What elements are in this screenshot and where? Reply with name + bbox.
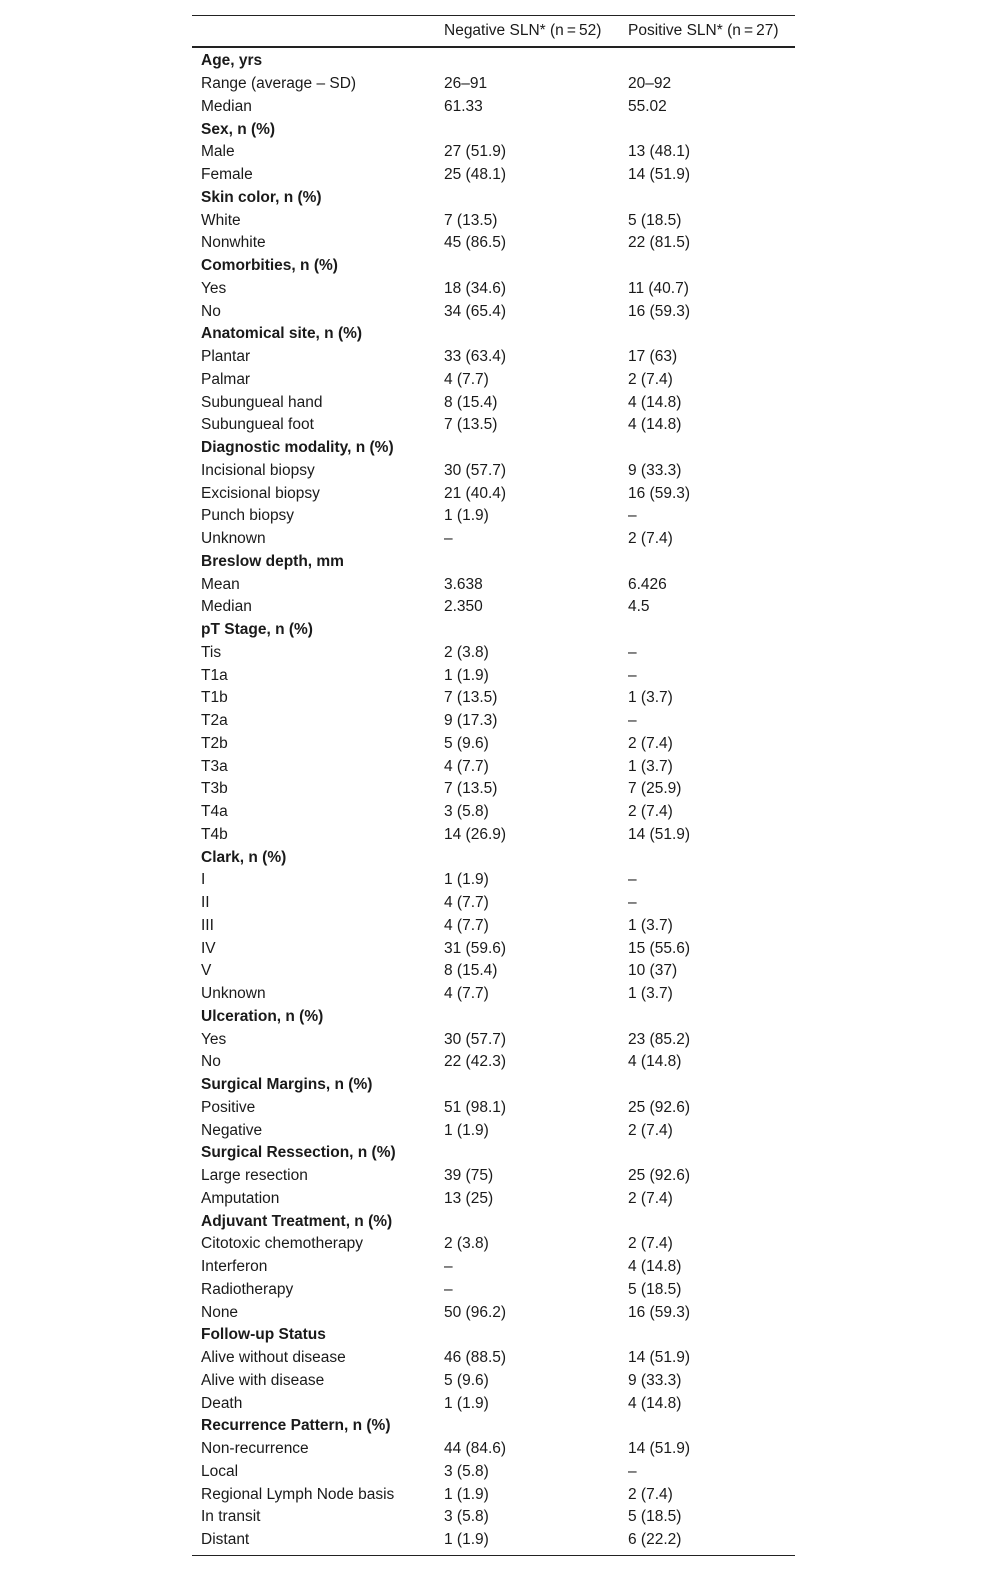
positive-sln-value: 25 (92.6) <box>628 1167 691 1185</box>
table-row <box>192 1188 795 1211</box>
positive-sln-value: – <box>628 894 637 912</box>
row-label: T4a <box>201 803 228 821</box>
section-header-row <box>192 437 795 460</box>
negative-sln-value: – <box>444 530 453 548</box>
negative-sln-value: 25 (48.1) <box>444 166 507 184</box>
positive-sln-value: – <box>628 712 637 730</box>
table-row <box>192 1506 795 1529</box>
table-row <box>192 915 795 938</box>
row-label: T4b <box>201 825 228 843</box>
section-title: Recurrence Pattern, n (%) <box>201 1417 391 1435</box>
table-row <box>192 300 795 323</box>
negative-sln-value: 4 (7.7) <box>444 757 489 775</box>
negative-sln-value: – <box>444 1280 453 1298</box>
row-label: Subungueal foot <box>201 416 314 434</box>
table-row <box>192 1347 795 1370</box>
positive-sln-value: 6 (22.2) <box>628 1531 682 1549</box>
row-label: Palmar <box>201 370 251 388</box>
negative-sln-value: 50 (96.2) <box>444 1303 507 1321</box>
row-label: No <box>201 1053 221 1071</box>
section-header-row <box>192 551 795 574</box>
negative-sln-value: 3.638 <box>444 575 483 593</box>
positive-sln-value: 5 (18.5) <box>628 1508 682 1526</box>
negative-sln-value: 46 (88.5) <box>444 1349 507 1367</box>
positive-sln-value: – <box>628 507 637 525</box>
negative-sln-value: 1 (1.9) <box>444 1531 489 1549</box>
table-row <box>192 1256 795 1279</box>
positive-sln-value: 16 (59.3) <box>628 1303 691 1321</box>
row-label: Punch biopsy <box>201 507 295 525</box>
row-label: Excisional biopsy <box>201 484 320 502</box>
positive-sln-value: – <box>628 643 637 661</box>
negative-sln-value: 27 (51.9) <box>444 143 507 161</box>
table-row <box>192 596 795 619</box>
section-header-row <box>192 187 795 210</box>
row-label: Male <box>201 143 235 161</box>
positive-sln-value: 1 (3.7) <box>628 689 673 707</box>
table-bottom-rule <box>192 1555 795 1556</box>
positive-sln-value: 14 (51.9) <box>628 825 691 843</box>
row-label: Citotoxic chemotherapy <box>201 1235 363 1253</box>
positive-sln-value: 2 (7.4) <box>628 370 673 388</box>
row-label: T1b <box>201 689 228 707</box>
positive-sln-value: 14 (51.9) <box>628 1349 691 1367</box>
section-title: Skin color, n (%) <box>201 188 322 206</box>
positive-sln-value: 4 (14.8) <box>628 393 682 411</box>
row-label: V <box>201 962 212 980</box>
row-label: Yes <box>201 1030 227 1048</box>
negative-sln-value: 7 (13.5) <box>444 689 498 707</box>
row-label: Subungueal hand <box>201 393 323 411</box>
table-row <box>192 755 795 778</box>
table-row <box>192 1279 795 1302</box>
table-row <box>192 573 795 596</box>
table-row <box>192 983 795 1006</box>
table-row <box>192 73 795 96</box>
row-label: T2a <box>201 712 228 730</box>
positive-sln-value: 2 (7.4) <box>628 734 673 752</box>
negative-sln-value: 1 (1.9) <box>444 1394 489 1412</box>
table-row <box>192 1392 795 1415</box>
row-label: Female <box>201 166 253 184</box>
positive-sln-value: 10 (37) <box>628 962 678 980</box>
row-label: T3b <box>201 780 228 798</box>
positive-sln-value: 1 (3.7) <box>628 985 673 1003</box>
table-body <box>192 48 795 1552</box>
positive-sln-value: – <box>628 1462 637 1480</box>
negative-sln-value: 5 (9.6) <box>444 1371 489 1389</box>
negative-sln-value: 4 (7.7) <box>444 985 489 1003</box>
row-label: I <box>201 871 206 889</box>
section-header-row <box>192 846 795 869</box>
negative-sln-value: 1 (1.9) <box>444 871 489 889</box>
row-label: Nonwhite <box>201 234 266 252</box>
negative-sln-value: 7 (13.5) <box>444 211 498 229</box>
positive-sln-value: 9 (33.3) <box>628 1371 682 1389</box>
negative-sln-value: 33 (63.4) <box>444 348 507 366</box>
table-row <box>192 1097 795 1120</box>
section-title: Diagnostic modality, n (%) <box>201 439 394 457</box>
row-label: Alive without disease <box>201 1349 346 1367</box>
row-label: Unknown <box>201 985 266 1003</box>
table-header <box>192 16 795 46</box>
negative-sln-value: 4 (7.7) <box>444 894 489 912</box>
negative-sln-value: 3 (5.8) <box>444 1462 489 1480</box>
negative-sln-value: 14 (26.9) <box>444 825 507 843</box>
section-header-row <box>192 50 795 73</box>
positive-sln-value: 5 (18.5) <box>628 211 682 229</box>
row-label: No <box>201 302 221 320</box>
table-row <box>192 1051 795 1074</box>
row-label: III <box>201 916 214 934</box>
negative-sln-value: 1 (1.9) <box>444 666 489 684</box>
row-label: Death <box>201 1394 243 1412</box>
negative-sln-value: 1 (1.9) <box>444 1121 489 1139</box>
table-row <box>192 687 795 710</box>
positive-sln-value: 4 (14.8) <box>628 416 682 434</box>
row-label: Distant <box>201 1531 250 1549</box>
section-header-row <box>192 1074 795 1097</box>
positive-sln-value: 13 (48.1) <box>628 143 691 161</box>
table-row <box>192 1028 795 1051</box>
positive-sln-value: 4 (14.8) <box>628 1053 682 1071</box>
table-row <box>192 346 795 369</box>
table-row <box>192 482 795 505</box>
section-title: Ulceration, n (%) <box>201 1007 324 1025</box>
table-row <box>192 937 795 960</box>
negative-sln-value: – <box>444 1258 453 1276</box>
row-label: Median <box>201 598 252 616</box>
table-row <box>192 164 795 187</box>
section-header-row <box>192 1006 795 1029</box>
positive-sln-value: 16 (59.3) <box>628 302 691 320</box>
section-title: Surgical Margins, n (%) <box>201 1076 373 1094</box>
row-label: II <box>201 894 210 912</box>
positive-sln-value: – <box>628 666 637 684</box>
negative-sln-value: 3 (5.8) <box>444 803 489 821</box>
positive-sln-value: 9 (33.3) <box>628 461 682 479</box>
positive-sln-value: 11 (40.7) <box>628 279 689 297</box>
negative-sln-value: 51 (98.1) <box>444 1098 507 1116</box>
table-row <box>192 1483 795 1506</box>
positive-sln-value: 2 (7.4) <box>628 1235 673 1253</box>
row-label: In transit <box>201 1508 261 1526</box>
row-label: Tis <box>201 643 222 661</box>
table-row <box>192 710 795 733</box>
row-label: White <box>201 211 241 229</box>
row-label: Radiotherapy <box>201 1280 294 1298</box>
table-row <box>192 141 795 164</box>
positive-sln-value: 4.5 <box>628 598 650 616</box>
row-label: T3a <box>201 757 228 775</box>
row-label: Incisional biopsy <box>201 461 315 479</box>
table-row <box>192 460 795 483</box>
row-label: Negative <box>201 1121 263 1139</box>
section-title: Surgical Ressection, n (%) <box>201 1144 396 1162</box>
negative-sln-value: 9 (17.3) <box>444 712 498 730</box>
row-label: Interferon <box>201 1258 268 1276</box>
positive-sln-value: 6.426 <box>628 575 667 593</box>
positive-sln-value: 15 (55.6) <box>628 939 691 957</box>
negative-sln-value: 30 (57.7) <box>444 1030 507 1048</box>
negative-sln-value: 61.33 <box>444 97 483 115</box>
positive-sln-value: 4 (14.8) <box>628 1394 682 1412</box>
table-row <box>192 96 795 119</box>
table-row <box>192 1461 795 1484</box>
negative-sln-value: 7 (13.5) <box>444 416 498 434</box>
row-label: Mean <box>201 575 240 593</box>
table-row <box>192 801 795 824</box>
positive-sln-value: 2 (7.4) <box>628 803 673 821</box>
negative-sln-value: 39 (75) <box>444 1167 494 1185</box>
negative-sln-value: 8 (15.4) <box>444 393 498 411</box>
section-title: Follow-up Status <box>201 1326 326 1344</box>
positive-sln-value: 1 (3.7) <box>628 757 673 775</box>
negative-sln-value: 21 (40.4) <box>444 484 507 502</box>
negative-sln-value: 4 (7.7) <box>444 916 489 934</box>
negative-sln-value: 34 (65.4) <box>444 302 507 320</box>
table-row <box>192 824 795 847</box>
section-title: Comorbities, n (%) <box>201 257 338 275</box>
positive-sln-value: 5 (18.5) <box>628 1280 682 1298</box>
negative-sln-value: 2 (3.8) <box>444 1235 489 1253</box>
section-header-row <box>192 255 795 278</box>
table-row <box>192 209 795 232</box>
positive-sln-value: 25 (92.6) <box>628 1098 691 1116</box>
table-row <box>192 505 795 528</box>
negative-sln-value: 31 (59.6) <box>444 939 507 957</box>
section-title: pT Stage, n (%) <box>201 621 313 639</box>
row-label: Range (average – SD) <box>201 75 357 93</box>
row-label: T1a <box>201 666 228 684</box>
negative-sln-value: 30 (57.7) <box>444 461 507 479</box>
table-row <box>192 1165 795 1188</box>
positive-sln-value: 16 (59.3) <box>628 484 691 502</box>
header-positive-sln: Positive SLN* (n = 27) <box>628 22 779 39</box>
row-label: Non-recurrence <box>201 1440 309 1458</box>
table-row <box>192 391 795 414</box>
row-label: IV <box>201 939 216 957</box>
negative-sln-value: 4 (7.7) <box>444 370 489 388</box>
row-label: None <box>201 1303 239 1321</box>
negative-sln-value: 13 (25) <box>444 1189 494 1207</box>
positive-sln-value: 2 (7.4) <box>628 530 673 548</box>
table-row <box>192 960 795 983</box>
negative-sln-value: 45 (86.5) <box>444 234 507 252</box>
row-label: Amputation <box>201 1189 280 1207</box>
positive-sln-value: 22 (81.5) <box>628 234 691 252</box>
table-row <box>192 528 795 551</box>
negative-sln-value: 2 (3.8) <box>444 643 489 661</box>
row-label: Positive <box>201 1098 256 1116</box>
positive-sln-value: 23 (85.2) <box>628 1030 691 1048</box>
negative-sln-value: 1 (1.9) <box>444 507 489 525</box>
row-label: Plantar <box>201 348 251 366</box>
table-row <box>192 869 795 892</box>
negative-sln-value: 3 (5.8) <box>444 1508 489 1526</box>
negative-sln-value: 1 (1.9) <box>444 1485 489 1503</box>
section-header-row <box>192 619 795 642</box>
table-row <box>192 232 795 255</box>
table-row <box>192 1438 795 1461</box>
section-title: Age, yrs <box>201 52 263 70</box>
data-table <box>192 15 795 1556</box>
row-label: T2b <box>201 734 228 752</box>
table-row <box>192 1370 795 1393</box>
table-row <box>192 414 795 437</box>
positive-sln-value: 14 (51.9) <box>628 1440 691 1458</box>
negative-sln-value: 7 (13.5) <box>444 780 498 798</box>
positive-sln-value: 2 (7.4) <box>628 1485 673 1503</box>
positive-sln-value: 14 (51.9) <box>628 166 691 184</box>
row-label: Local <box>201 1462 239 1480</box>
section-title: Breslow depth, mm <box>201 552 344 570</box>
positive-sln-value: 55.02 <box>628 97 667 115</box>
section-header-row <box>192 1415 795 1438</box>
section-header-row <box>192 1210 795 1233</box>
positive-sln-value: 2 (7.4) <box>628 1189 673 1207</box>
section-header-row <box>192 1142 795 1165</box>
table-row <box>192 1119 795 1142</box>
negative-sln-value: 8 (15.4) <box>444 962 498 980</box>
negative-sln-value: 22 (42.3) <box>444 1053 507 1071</box>
section-header-row <box>192 118 795 141</box>
table-row <box>192 369 795 392</box>
row-label: Median <box>201 97 252 115</box>
table-row <box>192 664 795 687</box>
table-row <box>192 1233 795 1256</box>
table-row <box>192 278 795 301</box>
section-header-row <box>192 1324 795 1347</box>
positive-sln-value: 20–92 <box>628 75 672 93</box>
section-title: Clark, n (%) <box>201 848 287 866</box>
row-label: Unknown <box>201 530 266 548</box>
header-negative-sln: Negative SLN* (n = 52) <box>444 22 602 39</box>
table-row <box>192 642 795 665</box>
section-header-row <box>192 323 795 346</box>
positive-sln-value: 1 (3.7) <box>628 916 673 934</box>
table-row <box>192 1529 795 1552</box>
positive-sln-value: 7 (25.9) <box>628 780 682 798</box>
negative-sln-value: 2.350 <box>444 598 483 616</box>
negative-sln-value: 5 (9.6) <box>444 734 489 752</box>
row-label: Alive with disease <box>201 1371 325 1389</box>
section-title: Adjuvant Treatment, n (%) <box>201 1212 393 1230</box>
table-row <box>192 1301 795 1324</box>
negative-sln-value: 44 (84.6) <box>444 1440 507 1458</box>
section-title: Sex, n (%) <box>201 120 276 138</box>
row-label: Yes <box>201 279 227 297</box>
positive-sln-value: 4 (14.8) <box>628 1258 682 1276</box>
positive-sln-value: 17 (63) <box>628 348 678 366</box>
positive-sln-value: 2 (7.4) <box>628 1121 673 1139</box>
table-row <box>192 733 795 756</box>
table-row <box>192 892 795 915</box>
negative-sln-value: 18 (34.6) <box>444 279 507 297</box>
row-label: Regional Lymph Node basis <box>201 1485 395 1503</box>
negative-sln-value: 26–91 <box>444 75 488 93</box>
positive-sln-value: – <box>628 871 637 889</box>
table-row <box>192 778 795 801</box>
row-label: Large resection <box>201 1167 308 1185</box>
section-title: Anatomical site, n (%) <box>201 325 363 343</box>
